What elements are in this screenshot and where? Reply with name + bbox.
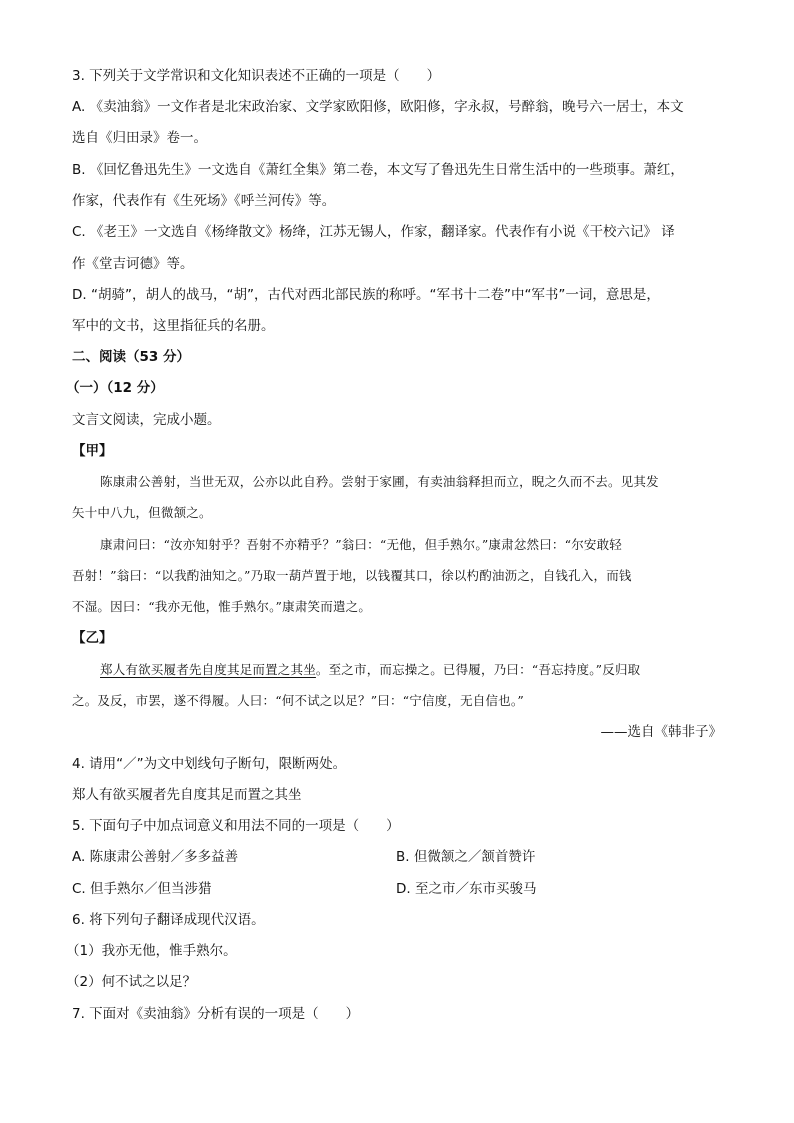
q4-stem: 4. 请用“／”为文中划线句子断句，限断两处。 bbox=[72, 756, 347, 772]
q6-sentence-2: （2）何不试之以足？ bbox=[66, 974, 197, 990]
section-heading: 二、阅读（53 分） bbox=[72, 349, 190, 365]
q5-option-a: A. 陈康肃公善射／多多益善 bbox=[72, 849, 239, 865]
q5-option-d: D. 至之市／东市买骏马 bbox=[396, 881, 537, 897]
reading-instruction: 文言文阅读，完成小题。 bbox=[72, 412, 221, 428]
q3-option-c-line1: C. 《老王》一文选自《杨绛散文》杨绛，江苏无锡人，作家，翻译家。代表作有小说《干校六记》 译 bbox=[72, 224, 675, 240]
underlined-sentence: 郑人有欲买履者先自度其足而置之其坐 bbox=[100, 662, 316, 677]
q5-option-c: C. 但手熟尔／但当涉猎 bbox=[72, 881, 212, 897]
passage-jia-line: 不湿。因曰：“我亦无他，惟手熟尔。”康肃笑而遣之。 bbox=[72, 599, 372, 614]
q6-stem: 6. 将下列句子翻译成现代汉语。 bbox=[72, 912, 265, 928]
q3-option-d-line1: D. “胡骑”，胡人的战马，“胡”，古代对西北部民族的称呼。“军书十二卷”中“军书”一词，意思是， bbox=[72, 287, 660, 303]
q3-stem: 3. 下列关于文学常识和文化知识表述不正确的一项是（ ） bbox=[72, 68, 441, 84]
q3-option-a-line1: A. 《卖油翁》一文作者是北宋政治家、文学家欧阳修，欧阳修，字永叔，号醉翁，晚号六一居士，本文 bbox=[72, 99, 684, 115]
subsection-heading: （一）（12 分） bbox=[66, 380, 164, 396]
passage-jia-label: 【甲】 bbox=[72, 443, 113, 459]
q3-option-a-line2: 选自《归田录》卷一。 bbox=[72, 130, 207, 146]
passage-yi-label: 【乙】 bbox=[72, 630, 113, 646]
q3-option-b-line1: B. 《回忆鲁迅先生》一文选自《萧红全集》第二卷，本文写了鲁迅先生日常生活中的一些琐事。萧红， bbox=[72, 162, 684, 178]
passage-yi-line bbox=[100, 660, 640, 680]
q3-option-d-line2: 军中的文书，这里指征兵的名册。 bbox=[72, 318, 275, 334]
q4-sentence: 郑人有欲买履者先自度其足而置之其坐 bbox=[72, 787, 302, 803]
passage-jia-line: 矢十中八九，但微颔之。 bbox=[72, 505, 212, 520]
passage-source: ——选自《韩非子》 bbox=[600, 724, 722, 740]
q7-stem: 7. 下面对《卖油翁》分析有误的一项是（ ） bbox=[72, 1006, 360, 1022]
q3-option-b-line2: 作家，代表作有《生死场》《呼兰河传》等。 bbox=[72, 193, 336, 209]
passage-jia-line: 吾射！”翁曰：“以我酌油知之。”乃取一葫芦置于地，以钱覆其口，徐以杓酌油沥之，自钱孔入，而钱 bbox=[72, 568, 632, 583]
passage-jia-line: 陈康肃公善射，当世无双，公亦以此自矜。尝射于家圃，有卖油翁释担而立，睨之久而不去。见其发 bbox=[100, 474, 659, 489]
q6-sentence-1: （1）我亦无他，惟手熟尔。 bbox=[66, 943, 237, 959]
passage-jia-line: 康肃问曰：“汝亦知射乎？吾射不亦精乎？”翁曰：“无他，但手熟尔。”康肃忿然曰：“尔安敢轻 bbox=[100, 537, 623, 552]
passage-yi-text: 。至之市，而忘操之。已得履，乃曰：“吾忘持度。”反归取 bbox=[315, 662, 641, 677]
passage-yi-line: 之。及反，市罢，遂不得履。人曰：“何不试之以足？”曰：“宁信度，无自信也。” bbox=[72, 693, 524, 708]
q5-stem: 5. 下面句子中加点词意义和用法不同的一项是（ ） bbox=[72, 818, 400, 834]
q5-option-b: B. 但微颔之／颔首赞许 bbox=[396, 849, 536, 865]
q3-option-c-line2: 作《堂吉诃德》等。 bbox=[72, 256, 194, 272]
